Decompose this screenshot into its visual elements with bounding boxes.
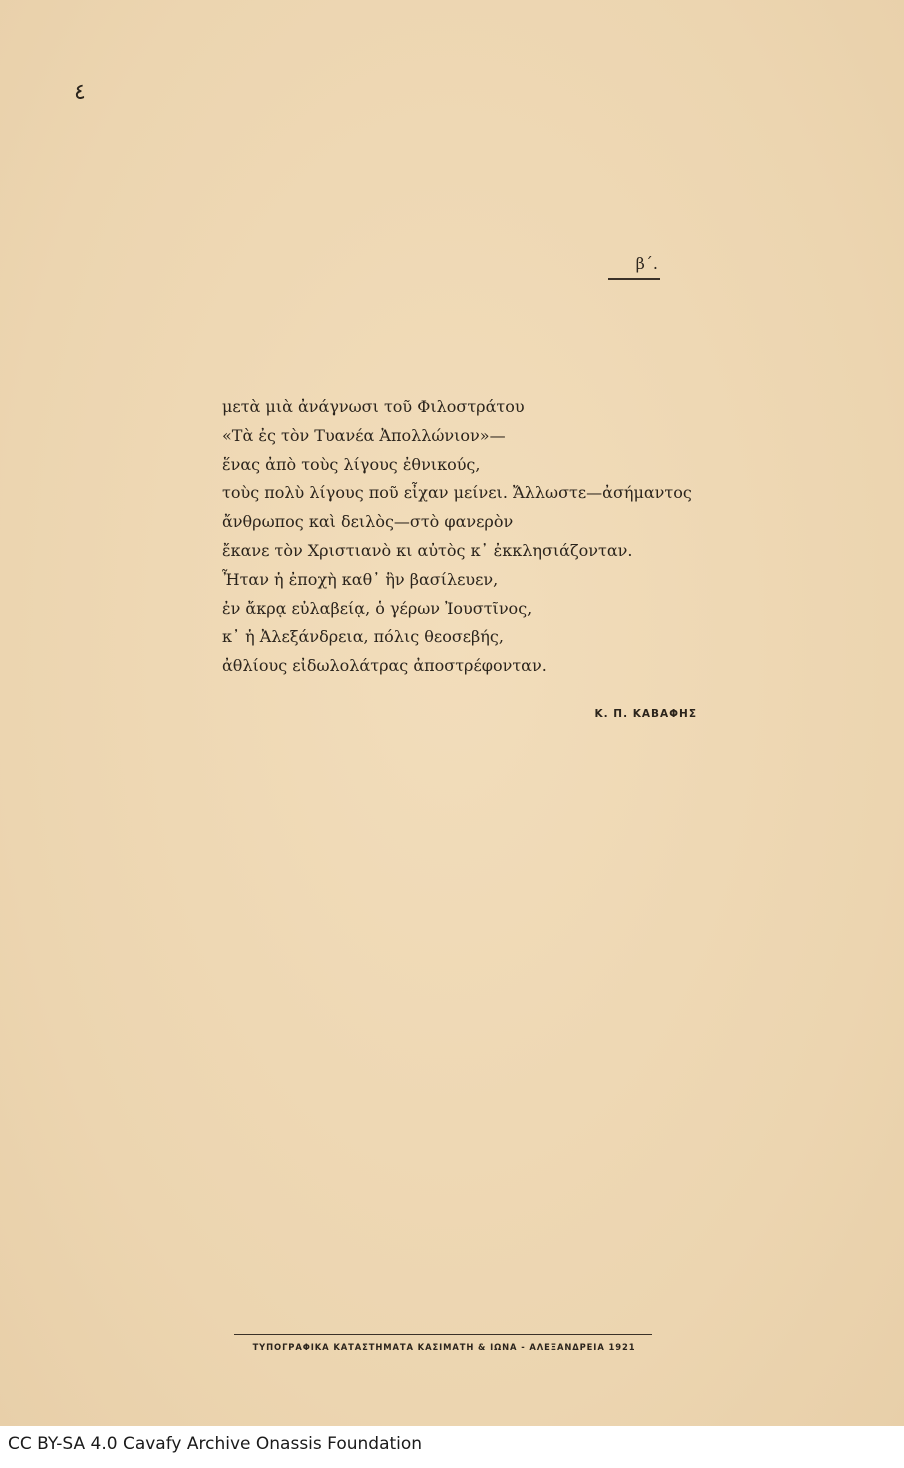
poem-line: ἄνθρωπος καὶ δειλὸς—στὸ φανερὸν [222,512,514,532]
poem-line: ἕνας ἀπὸ τοὺς λίγους ἐθνικούς, [222,454,481,474]
section-number: β΄. [608,254,660,280]
poem-text [222,393,802,681]
footer-divider [234,1334,652,1335]
poem-line: ἐν ἄκρᾳ εὐλαβείᾳ, ὁ γέρων Ἰουστῖνος, [222,598,533,618]
poem-line: κ᾿ ἡ Ἀλεξάνδρεια, πόλις θεοσεβής, [222,627,504,647]
poem-line: ἀθλίους εἰδωλολάτρας ἀποστρέφονταν. [222,656,547,676]
poem-line: Ἦταν ἡ ἐποχὴ καθ᾿ ἣν βασίλευεν, [222,569,499,589]
author-signature: Κ. Π. ΚΑΒΑΦΗΣ [594,708,697,720]
poem-line: «Τὰ ἐς τὸν Τυανέα Ἀπολλώνιον»— [222,425,506,445]
poem-line: ἔκανε τὸν Χριστιανὸ κι αὐτὸς κ᾿ ἐκκλησιάζονταν. [222,540,633,560]
poem-line: τοὺς πολὺ λίγους ποῦ εἶχαν μείνει. Ἄλλωστε—ἀσήμαντος [222,483,692,503]
printer-imprint: ΤΥΠΟΓΡΑΦΙΚΑ ΚΑΤΑΣΤΗΜΑΤΑ ΚΑΣΙΜΑΤΗ & ΙΩΝΑ - ΑΛΕΞΑΝΔΡΕΙΑ 1921 [252,1342,636,1352]
license-credit: CC BY-SA 4.0 Cavafy Archive Onassis Foundation [8,1434,423,1454]
corner-ink-mark: ٤ [74,80,86,105]
poem-line: μετὰ μιὰ ἀνάγνωσι τοῦ Φιλοστράτου [222,397,525,416]
